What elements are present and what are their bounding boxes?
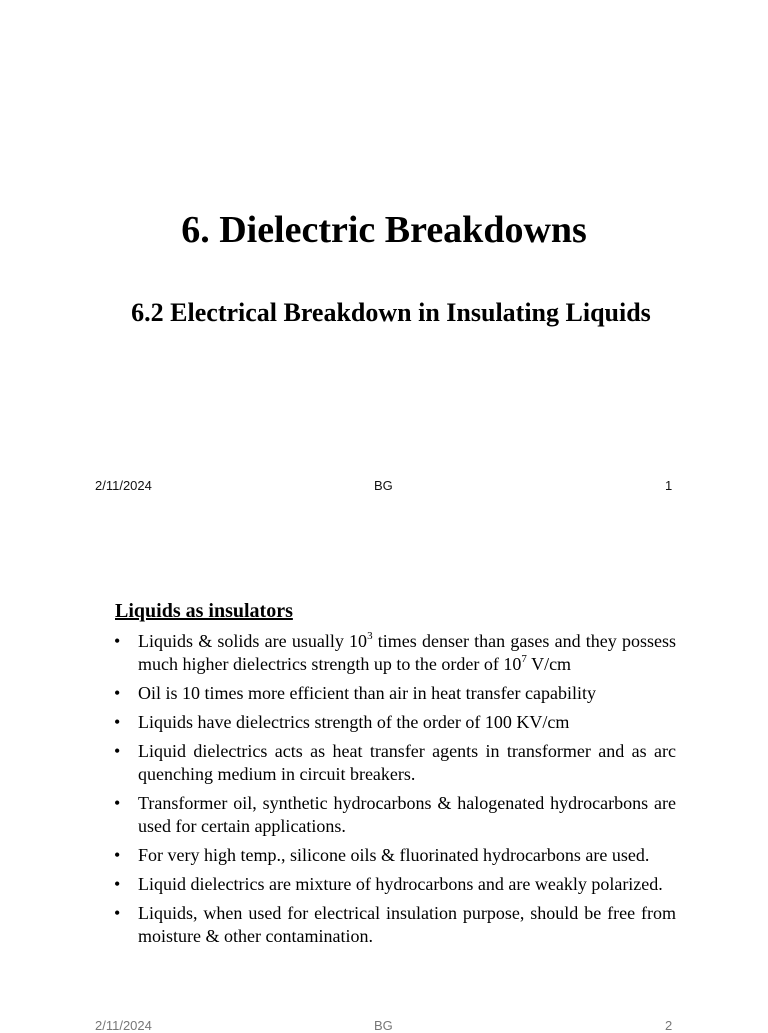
bullet-icon: • — [114, 903, 121, 923]
list-item — [114, 630, 676, 676]
footer-author: BG — [374, 1018, 393, 1033]
footer-date: 2/11/2024 — [95, 1018, 152, 1033]
superscript: 7 — [521, 653, 527, 665]
bullet-text: For very high temp., silicone oils & fluorinated hydrocarbons are used. — [138, 845, 650, 865]
list-item — [114, 792, 676, 838]
superscript: 3 — [367, 630, 373, 642]
bullet-text: Liquids have dielectrics strength of the order of 100 KV/cm — [138, 712, 570, 732]
bullet-text: Liquid dielectrics acts as heat transfer agents in transformer and as arc quenching medium in circuit breakers. — [138, 741, 676, 784]
bullet-text: V/cm — [526, 654, 572, 674]
footer-date: 2/11/2024 — [95, 478, 152, 493]
bullet-text: Transformer oil, synthetic hydrocarbons & halogenated hydrocarbons are used for certain applications. — [138, 793, 676, 836]
bullet-icon: • — [114, 845, 121, 865]
list-item — [114, 902, 676, 948]
bullet-icon: • — [114, 683, 121, 703]
bullet-text: Oil is 10 times more efficient than air in heat transfer capability — [138, 683, 597, 703]
bullet-text: times denser than gases and they possess much higher dielectrics strength up to the order of 10 — [138, 631, 676, 674]
list-item — [114, 873, 676, 896]
bullet-text: Liquids & solids are usually 10 — [138, 631, 368, 651]
list-item — [114, 844, 676, 867]
bullet-text: Liquids, when used for electrical insulation purpose, should be free from moisture & other contamination. — [138, 903, 676, 946]
bullet-icon: • — [114, 712, 121, 732]
bullet-icon: • — [114, 741, 121, 761]
bullet-icon: • — [114, 793, 121, 813]
section-heading: Liquids as insulators — [115, 600, 293, 622]
slide-subtitle: 6.2 Electrical Breakdown in Insulating Liquids — [131, 298, 651, 327]
list-item — [114, 740, 676, 786]
footer-page-number: 2 — [665, 1018, 673, 1033]
footer-author: BG — [374, 478, 393, 493]
slide-title: 6. Dielectric Breakdowns — [181, 209, 587, 251]
bullet-list — [114, 630, 676, 954]
list-item — [114, 711, 676, 734]
list-item — [114, 682, 676, 705]
bullet-icon: • — [114, 874, 121, 894]
bullet-icon: • — [114, 631, 121, 651]
footer-page-number: 1 — [665, 478, 673, 493]
bullet-text: Liquid dielectrics are mixture of hydrocarbons and are weakly polarized. — [138, 874, 663, 894]
